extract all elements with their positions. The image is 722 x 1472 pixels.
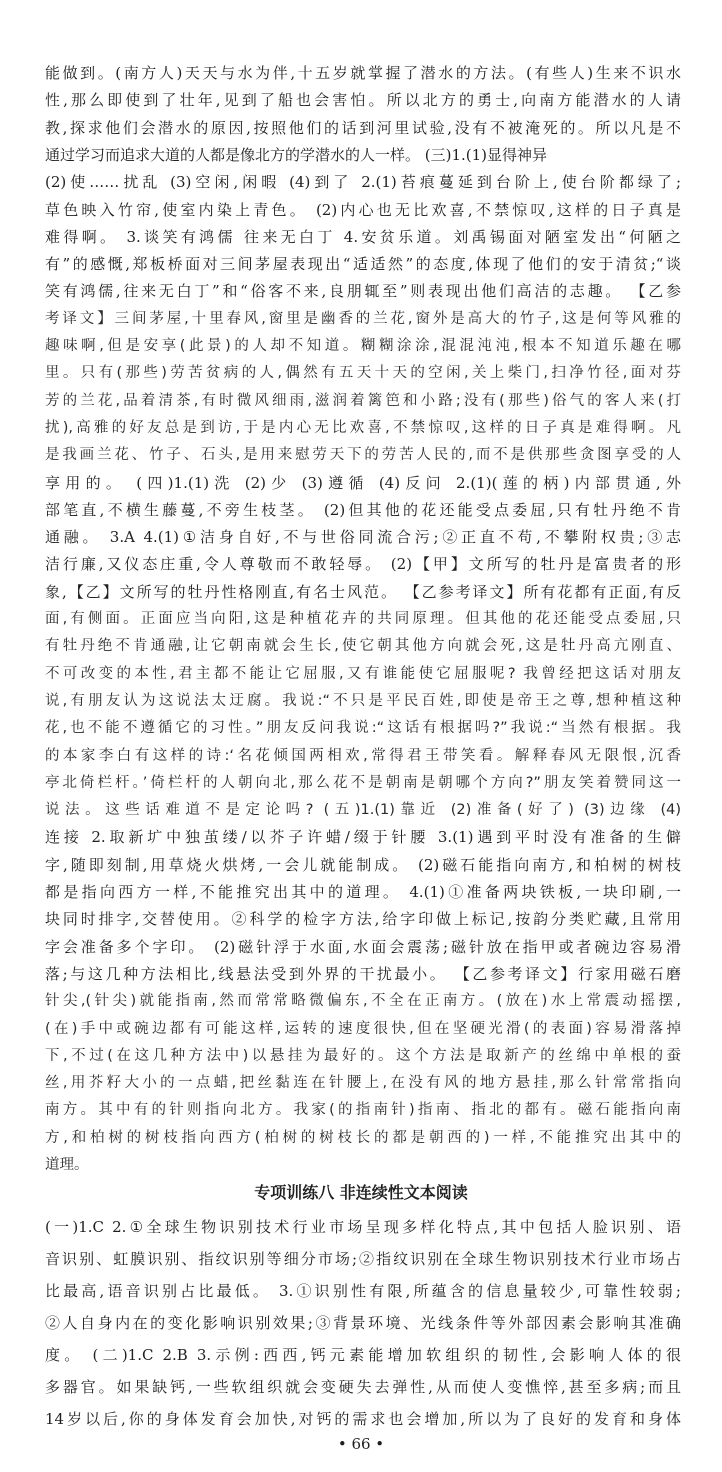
text-line: (一)1.C 2.①全球生物识别技术行业市场呈现多样化特点,其中包括人脸识别、语: [45, 1218, 681, 1236]
text-line: 草色映入竹帘,使室内染上青色。 (2)内心也无比欢喜,不禁惊叹,这样的日子真是: [45, 200, 681, 219]
text-line: 14岁以后,你的身体发育会加快,对钙的需求也会增加,所以为了良好的发育和身体: [45, 1410, 681, 1428]
text-line: 芳的兰花,品着清茶,有时微风细雨,滋润着篱笆和小路;没有(那些)俗气的客人来(打: [45, 392, 681, 409]
text-line: 扰),高雅的好友总是到访,于是内心无比欢喜,不禁惊叹,这样的日子真是难得啊。凡: [45, 419, 681, 436]
text-line: 洁行廉,又仪态庄重,令人尊敬而不敢轻辱。 (2)【甲】文所写的牡丹是富贵者的形: [45, 555, 681, 574]
text-line: 难得啊。 3.谈笑有鸿儒 往来无白丁 4.安贫乐道。刘禹锡面对陋室发出“何陋之: [45, 227, 681, 246]
text-line: 字会准备多个字印。 (2)磁针浮于水面,水面会震荡;磁针放在指甲或者碗边容易滑: [45, 937, 681, 956]
text-line: 块同时排字,交替使用。②科学的检字方法,给字印做上标记,按韵分类贮藏,且常用: [45, 910, 681, 929]
text-line: 面,有侧面。正面应当向阳,这是种植花卉的共同原理。但其他的花还能受点委屈,只: [45, 611, 681, 627]
text-line: 趣味啊,但是安享(此景)的人却不知道。糊糊涂涂,混混沌沌,根本不知道乐趣在哪: [45, 338, 681, 354]
text-line: 落;与这几种方法相比,线悬法受到外界的干扰最小。 【乙参考译文】行家用磁石磨: [45, 964, 681, 983]
text-line: 音识别、虹膜识别、指纹识别等细分市场;②指纹识别在全球生物识别技术行业市场占: [45, 1250, 681, 1268]
text-line: 有”的感慨,郑板桥面对三间茅屋表现出“适适然”的态度,体现了他们的安于清贫;“谈: [45, 255, 681, 274]
text-line: 多器官。如果缺钙,一些软组织就会变硬失去弹性,从而使人变憔悴,甚至多病;而且: [45, 1378, 681, 1396]
text-line: 通融。 3.A 4.(1)①洁身自好,不与世俗同流合污;②正直不苟,不攀附权贵;③志: [45, 528, 681, 547]
text-line: 的本家李白有这样的诗:‘名花倾国两相欢,常得君王带笑看。解释春风无限恨,沉香: [45, 747, 681, 764]
text-line: 道理。: [45, 1157, 89, 1173]
text-line: 花,也不能不遵循它的习性。”朋友反问我说:“这话有根据吗?”我说:“当然有根据。我: [45, 720, 681, 737]
text-line: 考译文】三间茅屋,十里春风,窗里是幽香的兰花,窗外是高大的竹子,这是何等风雅的: [45, 310, 681, 327]
text-line: 里。只有(那些)劳苦贫病的人,偶然有五天十天的空闲,关上柴门,扫净竹径,面对芬: [45, 365, 681, 382]
text-line: 有牡丹绝不肯通融,让它朝南就会生长,使它朝其他方向就会死,这是牡丹高亢刚直、: [45, 638, 681, 655]
text-line: 针尖,(针尖)就能指南,然而常常略微偏东,不全在正南方。(放在)水上常震动摇摆,: [45, 993, 681, 1010]
text-line: 连接 2.取新圹中独茧缕/以芥子许蜡/缀于针腰 3.(1)遇到平时没有准备的生僻: [45, 828, 681, 847]
text-line: 下,不过(在这几种方法中)以悬挂为最好的。这个方法是取新产的丝绵中单根的蚕: [45, 1047, 681, 1064]
section-heading: 专项训练八 非连续性文本阅读: [254, 1183, 468, 1202]
text-line: 说,有朋友认为这说法太迂腐。我说:“不只是平民百姓,即使是帝王之尊,想种植这种: [45, 692, 681, 709]
text-line: 不可改变的本性,君主都不能让它屈服,又有谁能使它屈服呢? 我曾经把这话对朋友: [45, 665, 681, 682]
text-line: (在)手中或碗边都有可能这样,运转的速度很快,但在坚硬光滑(的表面)容易滑落掉: [45, 1020, 681, 1037]
text-line: 象,【乙】文所写的牡丹性格刚直,有名士风范。 【乙参考译文】所有花都有正面,有反: [45, 582, 681, 601]
text-line: 享用的。 (四)1.(1)洗 (2)少 (3)遵循 (4)反问 2.(1)(莲的柄)内部贯通,外: [45, 473, 681, 492]
text-line: (2)使……扰乱 (3)空闲,闲暇 (4)到了 2.(1)苔痕蔓延到台阶上,使台阶都绿了;: [45, 173, 681, 192]
text-line: 笑有鸿儒,往来无白丁”和“俗客不来,良朋辄至”则表现出他们高洁的志趣。 【乙参: [45, 282, 681, 301]
text-line: 是我画兰花、竹子、石头,是用来慰劳天下的劳苦人民的,而不是供那些贪图享受的人: [45, 447, 681, 464]
text-line: 部笔直,不横生藤蔓,不旁生枝茎。 (2)但其他的花还能受点委屈,只有牡丹绝不肯: [45, 500, 681, 519]
text-line: 能做到。(南方人)天天与水为伴,十五岁就掌握了潜水的方法。(有些人)生来不识水: [45, 64, 681, 82]
text-line: 亭北倚栏杆。’倚栏杆的人朝向北,那么花不是朝南是朝哪个方向?”朋友笑着赞同这一: [45, 774, 681, 791]
text-line: 教,探求他们会潜水的原因,按照他们的话到河里试验,没有不被淹死的。所以凡是不: [45, 118, 681, 137]
text-line: 南方。其中有的针则指向北方。我家(的指南针)指南、指北的都有。磁石能指向南: [45, 1102, 681, 1119]
text-line: 方,和柏树的树枝指向西方(柏树的树枝长的都是朝西的)一样,不能推究出其中的: [45, 1129, 681, 1146]
text-line: 都是指向西方一样,不能推究出其中的道理。 4.(1)①准备两块铁板,一块印刷,一: [45, 883, 681, 901]
text-line: 字,随即刻制,用草烧火烘烤,一会儿就能制成。 (2)磁石能指向南方,和柏树的树枝: [45, 855, 681, 874]
text-line: 通过学习而追求大道的人都是像北方的学潜水的人一样。 (三)1.(1)显得神异: [45, 145, 548, 164]
page-number: • 66 •: [337, 1435, 385, 1453]
text-line: 丝,用芥籽大小的一点蜡,把丝黏连在针腰上,在没有风的地方悬挂,那么针常常指向: [45, 1075, 681, 1092]
text-line: 说法。这些话难道不是定论吗? (五)1.(1)靠近 (2)准备(好了) (3)边缘 (4): [45, 802, 681, 819]
text-line: ②人自身内在的变化影响识别效果;③背景环境、光线条件等外部因素会影响其准确: [45, 1314, 681, 1332]
text-line: 性,那么即使到了壮年,见到了船也会害怕。所以北方的勇士,向南方能潜水的人请: [45, 91, 681, 110]
text-line: 度。 (二)1.C 2.B 3.示例:西西,钙元素能增加软组织的韧性,会影响人体的很: [45, 1346, 681, 1364]
text-line: 比最高,语音识别占比最低。 3.①识别性有限,所蕴含的信息量较少,可靠性较弱;: [45, 1282, 681, 1300]
